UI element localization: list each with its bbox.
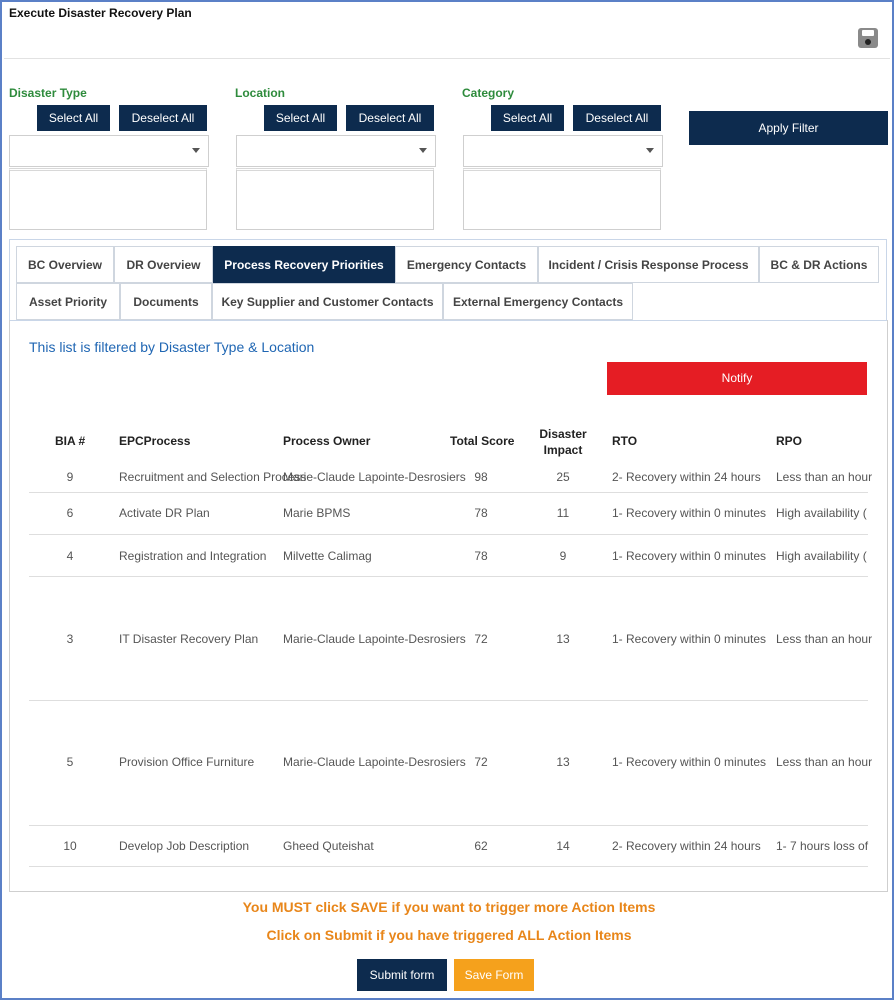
row-divider [29, 492, 868, 493]
disaster-type-select-all-button[interactable]: Select All [37, 105, 110, 131]
column-header-process[interactable]: EPCProcess [119, 434, 191, 448]
cell-impact: 9 [559, 549, 567, 563]
tab-process-recovery-priorities[interactable]: Process Recovery Priorities [213, 246, 395, 283]
cell-score: 78 [474, 549, 488, 563]
cell-rpo: Less than an hour [776, 470, 873, 484]
submit-form-button[interactable]: Submit form [357, 959, 447, 991]
row-divider [29, 866, 868, 867]
cell-owner: Marie BPMS [283, 506, 351, 520]
column-header-disaster-impact-line2: Impact [543, 443, 583, 457]
tab-bc-dr-actions[interactable]: BC & DR Actions [759, 246, 879, 283]
location-list[interactable] [236, 168, 434, 230]
tab-emergency-contacts[interactable]: Emergency Contacts [395, 246, 538, 283]
cell-rto: 1- Recovery within 0 minutes [612, 549, 767, 563]
row-divider [29, 700, 868, 701]
cell-impact: 13 [556, 755, 570, 769]
cell-owner: Marie-Claude Lapointe-Desrosiers [283, 755, 466, 769]
disaster-type-dropdown[interactable] [9, 135, 209, 167]
location-select-all-button[interactable]: Select All [264, 105, 337, 131]
category-label: Category [462, 86, 515, 100]
cell-impact: 11 [556, 506, 570, 520]
tab-asset-priority[interactable]: Asset Priority [16, 283, 120, 320]
header-divider [4, 58, 890, 59]
tab-content-panel [9, 320, 888, 892]
page-title: Execute Disaster Recovery Plan [9, 6, 192, 20]
cell-rto: 1- Recovery within 0 minutes [612, 755, 767, 769]
floppy-disk-icon[interactable] [858, 28, 878, 48]
cell-process: IT Disaster Recovery Plan [119, 632, 259, 646]
category-list[interactable] [463, 168, 661, 230]
column-header-owner[interactable]: Process Owner [283, 434, 371, 448]
cell-rto: 1- Recovery within 0 minutes [612, 506, 767, 520]
caret-down-icon [419, 148, 427, 153]
cell-rpo: 1- 7 hours loss of [776, 839, 869, 853]
cell-rto: 1- Recovery within 0 minutes [612, 632, 767, 646]
column-header-disaster-impact-line1: Disaster [539, 427, 587, 441]
cell-process: Activate DR Plan [119, 506, 210, 520]
cell-rto: 2- Recovery within 24 hours [612, 839, 761, 853]
cell-rpo: High availability ( [776, 549, 867, 563]
tab-dr-overview[interactable]: DR Overview [114, 246, 213, 283]
cell-score: 72 [474, 632, 488, 646]
category-select-all-button[interactable]: Select All [491, 105, 564, 131]
cell-owner: Milvette Calimag [283, 549, 372, 563]
cell-process: Develop Job Description [119, 839, 250, 853]
caret-down-icon [192, 148, 200, 153]
cell-bia: 5 [66, 755, 74, 769]
cell-owner: Marie-Claude Lapointe-Desrosiers [283, 632, 466, 646]
category-dropdown[interactable] [463, 135, 663, 167]
column-header-bia[interactable]: BIA # [55, 434, 86, 448]
tab-documents[interactable]: Documents [120, 283, 212, 320]
cell-rpo: Less than an hour [776, 755, 873, 769]
cell-rpo: Less than an hour [776, 632, 873, 646]
apply-filter-button[interactable]: Apply Filter [689, 111, 888, 145]
row-divider [29, 534, 868, 535]
location-label: Location [235, 86, 285, 100]
tab-key-supplier-customer-contacts[interactable]: Key Supplier and Customer Contacts [212, 283, 443, 320]
cell-bia: 4 [66, 549, 74, 563]
column-header-rto[interactable]: RTO [612, 434, 638, 448]
save-warning: You MUST click SAVE if you want to trigger more Action Items [242, 899, 656, 915]
tab-incident-crisis-response[interactable]: Incident / Crisis Response Process [538, 246, 759, 283]
location-deselect-all-button[interactable]: Deselect All [346, 105, 434, 131]
tab-external-emergency-contacts[interactable]: External Emergency Contacts [443, 283, 633, 320]
cell-rto: 2- Recovery within 24 hours [612, 470, 761, 484]
cell-rpo: High availability ( [776, 506, 867, 520]
save-form-button[interactable]: Save Form [454, 959, 534, 991]
cell-impact: 13 [556, 632, 570, 646]
notify-button[interactable]: Notify [607, 362, 867, 395]
cell-score: 72 [474, 755, 488, 769]
tab-bc-overview[interactable]: BC Overview [16, 246, 114, 283]
cell-score: 78 [474, 506, 488, 520]
disaster-type-label: Disaster Type [9, 86, 87, 100]
column-header-rpo[interactable]: RPO [776, 434, 803, 448]
column-header-total-score[interactable]: Total Score [450, 434, 515, 448]
cell-score: 62 [474, 839, 488, 853]
column-header-disaster-impact[interactable] [524, 426, 602, 458]
disaster-type-list[interactable] [9, 168, 207, 230]
row-divider [29, 576, 868, 577]
cell-impact: 25 [556, 470, 570, 484]
disaster-type-deselect-all-button[interactable]: Deselect All [119, 105, 207, 131]
caret-down-icon [646, 148, 654, 153]
submit-warning: Click on Submit if you have triggered ALL Action Items [266, 927, 632, 943]
cell-bia: 3 [66, 632, 74, 646]
cell-impact: 14 [556, 839, 570, 853]
cell-score: 98 [474, 470, 488, 484]
category-deselect-all-button[interactable]: Deselect All [573, 105, 661, 131]
cell-owner: Gheed Quteishat [283, 839, 374, 853]
cell-process: Recruitment and Selection Process [119, 470, 307, 484]
cell-process: Registration and Integration [119, 549, 267, 563]
filter-note: This list is filtered by Disaster Type & Location [29, 339, 315, 355]
cell-owner: Marie-Claude Lapointe-Desrosiers [283, 470, 466, 484]
cell-process: Provision Office Furniture [119, 755, 255, 769]
cell-bia: 10 [63, 839, 77, 853]
row-divider [29, 825, 868, 826]
cell-bia: 9 [66, 470, 74, 484]
location-dropdown[interactable] [236, 135, 436, 167]
cell-bia: 6 [66, 506, 74, 520]
